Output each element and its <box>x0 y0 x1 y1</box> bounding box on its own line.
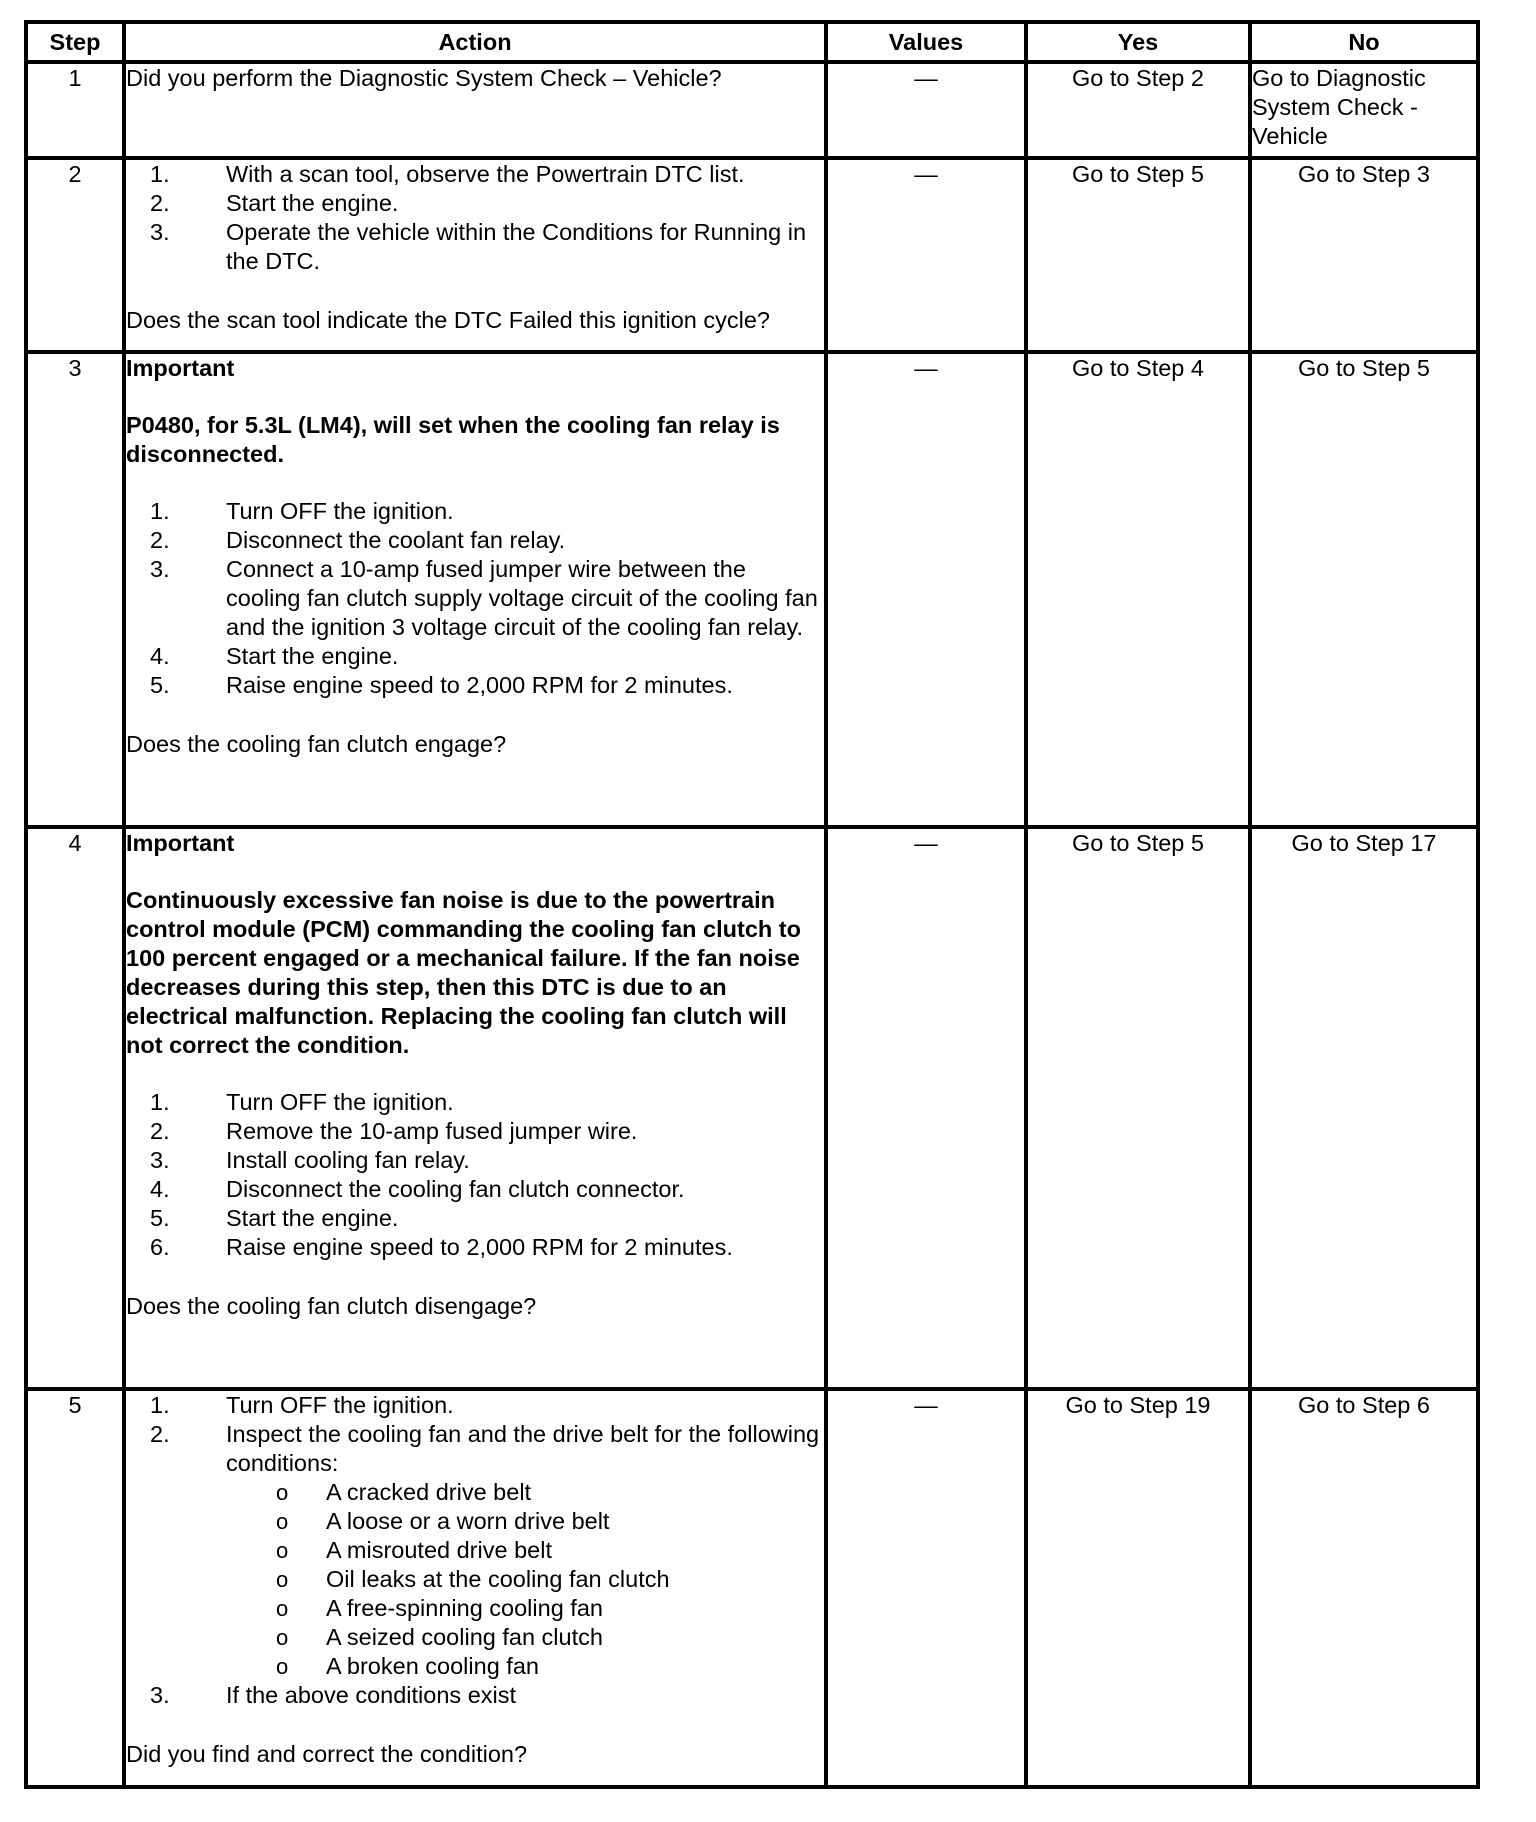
step-number: 4 <box>26 827 124 1389</box>
list-item: 3. Operate the vehicle within the Conditions for Running in the DTC. <box>150 219 807 274</box>
yes-cell <box>1026 827 1250 1389</box>
no-link: Go to Diagnostic System Check - Vehicle <box>1252 65 1426 149</box>
table-row <box>26 62 1478 158</box>
no-link: Go to Step 6 <box>1298 1392 1430 1418</box>
list-item: 2. Disconnect the coolant fan relay. <box>150 527 566 553</box>
table-row <box>26 1389 1478 1787</box>
action-question: Does the cooling fan clutch disengage? <box>126 1293 537 1319</box>
step-number: 2 <box>26 158 124 352</box>
yes-cell <box>1026 62 1250 158</box>
action-steps <box>126 1681 824 1710</box>
list-item: o A broken cooling fan <box>326 1652 824 1681</box>
action-cell <box>124 62 826 158</box>
action-steps <box>126 160 824 276</box>
action-cell <box>124 158 826 352</box>
list-item: 5. Raise engine speed to 2,000 RPM for 2 minutes. <box>150 672 733 698</box>
list-item: 1. Turn OFF the ignition. <box>150 498 454 524</box>
list-item: 3. Install cooling fan relay. <box>150 1147 470 1173</box>
no-link: Go to Step 3 <box>1298 161 1430 187</box>
no-link: Go to Step 17 <box>1291 830 1437 856</box>
no-cell <box>1250 62 1478 158</box>
condition-list <box>126 1478 824 1681</box>
table-row <box>26 827 1478 1389</box>
header-step: Step <box>26 22 124 62</box>
values-cell: — <box>826 1389 1026 1787</box>
no-cell <box>1250 158 1478 352</box>
yes-cell <box>1026 1389 1250 1787</box>
table-row <box>26 158 1478 352</box>
yes-link: Go to Step 4 <box>1072 355 1204 381</box>
yes-link: Go to Step 5 <box>1072 830 1204 856</box>
list-item: 1. Turn OFF the ignition. <box>150 1089 454 1115</box>
yes-link: Go to Step 19 <box>1065 1392 1211 1418</box>
list-item: o A free-spinning cooling fan <box>326 1594 824 1623</box>
values-cell: — <box>826 827 1026 1389</box>
important-text: Continuously excessive fan noise is due to the powertrain control module (PCM) commanding the cooling fan clutch to 100 percent engaged or a mechanical failure. If the fan noise decreases during this step, then this DTC is due to an electrical malfunction. Replacing the cooling fan clutch will not correct the condition. <box>126 887 801 1058</box>
header-no: No <box>1250 22 1478 62</box>
list-item: o Oil leaks at the cooling fan clutch <box>326 1565 824 1594</box>
values-cell: — <box>826 352 1026 827</box>
action-cell <box>124 352 826 827</box>
yes-cell <box>1026 352 1250 827</box>
list-item: 5. Start the engine. <box>150 1205 399 1231</box>
list-item: 4. Disconnect the cooling fan clutch connector. <box>150 1176 685 1202</box>
action-question: Does the scan tool indicate the DTC Failed this ignition cycle? <box>126 307 770 333</box>
action-cell <box>124 1389 826 1787</box>
step-number: 5 <box>26 1389 124 1787</box>
diagnostic-table <box>24 20 1480 1789</box>
yes-cell <box>1026 158 1250 352</box>
no-cell <box>1250 352 1478 827</box>
action-cell <box>124 827 826 1389</box>
list-item: 4. Start the engine. <box>150 643 399 669</box>
table-row <box>26 352 1478 827</box>
values-cell: — <box>826 158 1026 352</box>
action-steps <box>126 1088 824 1262</box>
list-item: 2. Remove the 10-amp fused jumper wire. <box>150 1118 638 1144</box>
header-values: Values <box>826 22 1026 62</box>
list-item: 3. If the above conditions exist <box>150 1682 517 1708</box>
important-label: Important <box>126 355 235 381</box>
list-item: 1. Turn OFF the ignition. <box>150 1392 454 1418</box>
action-steps <box>126 497 824 700</box>
no-link: Go to Step 5 <box>1298 355 1430 381</box>
list-item: 1. With a scan tool, observe the Powertrain DTC list. <box>150 161 745 187</box>
action-question: Does the cooling fan clutch engage? <box>126 731 507 757</box>
step-number: 3 <box>26 352 124 827</box>
action-steps <box>126 1391 824 1478</box>
important-text: P0480, for 5.3L (LM4), will set when the cooling fan relay is disconnected. <box>126 412 780 467</box>
list-item: o A loose or a worn drive belt <box>326 1507 824 1536</box>
yes-link: Go to Step 5 <box>1072 161 1204 187</box>
no-cell <box>1250 827 1478 1389</box>
step-number: 1 <box>26 62 124 158</box>
values-cell: — <box>826 62 1026 158</box>
header-row <box>26 22 1478 62</box>
yes-link: Go to Step 2 <box>1072 65 1204 91</box>
list-item: o A misrouted drive belt <box>326 1536 824 1565</box>
list-item: o A cracked drive belt <box>326 1478 824 1507</box>
list-item: o A seized cooling fan clutch <box>326 1623 824 1652</box>
action-question: Did you perform the Diagnostic System Check – Vehicle? <box>126 65 722 91</box>
no-cell <box>1250 1389 1478 1787</box>
list-item: 6. Raise engine speed to 2,000 RPM for 2 minutes. <box>150 1234 733 1260</box>
list-item: 2. Start the engine. <box>150 190 399 216</box>
important-label: Important <box>126 830 235 856</box>
action-question: Did you find and correct the condition? <box>126 1741 528 1767</box>
list-item: 3. Connect a 10-amp fused jumper wire between the cooling fan clutch supply voltage circuit of the cooling fan and the ignition 3 voltage circuit of the cooling fan relay. <box>150 556 818 640</box>
header-action: Action <box>124 22 826 62</box>
header-yes: Yes <box>1026 22 1250 62</box>
list-item: 2. Inspect the cooling fan and the drive belt for the following conditions: <box>150 1421 820 1476</box>
